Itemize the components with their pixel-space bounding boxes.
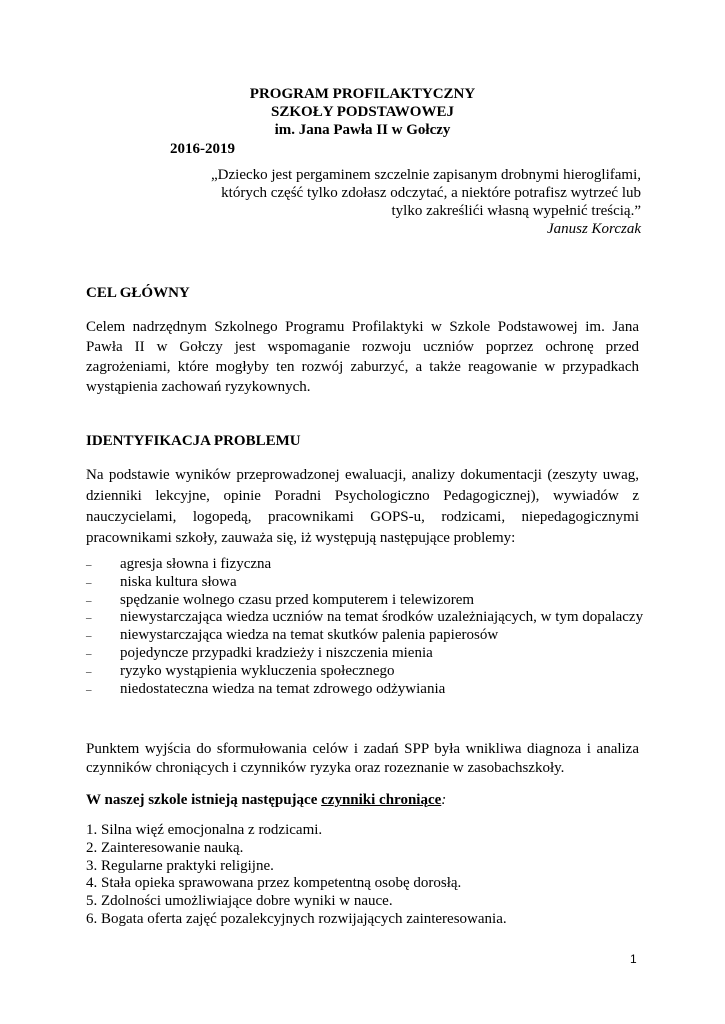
- list-item: – niedostateczna wiedza na temat zdrowego odżywiania: [86, 680, 446, 697]
- page-number: 1: [630, 952, 637, 966]
- title-line-2: SZKOŁY PODSTAWOWEJ: [271, 104, 454, 120]
- title-line-3: im. Jana Pawła II w Gołczy: [274, 122, 451, 138]
- list-item: 1. Silna więź emocjonalna z rodzicami.: [86, 822, 323, 838]
- motto-author: Janusz Korczak: [546, 221, 641, 237]
- list-item: 3. Regularne praktyki religijne.: [86, 857, 274, 874]
- punkt-paragraph: Punktem wyjścia do sformułowania celów i zadań SPP była wnikliwa diagnoza i analiza czynników chroniących i czynników ryzyka oraz rozeznanie w zasobachszkoły.: [86, 741, 639, 776]
- title-line-1: PROGRAM PROFILAKTYCZNY: [249, 86, 476, 102]
- list-item: – niska kultura słowa: [86, 573, 237, 590]
- list-item: 5. Zdolności umożliwiające dobre wyniki w nauce.: [86, 893, 393, 910]
- list-item: – spędzanie wolnego czasu przed komputerem i telewizorem: [86, 591, 475, 608]
- list-item: 2. Zainteresowanie nauką.: [86, 839, 244, 856]
- protective-factors-list: [86, 822, 507, 929]
- list-item: 4. Stała opieka sprawowana przez kompetentną osobę dorosłą.: [86, 875, 462, 892]
- list-item: 6. Bogata oferta zajęć pozalekcyjnych rozwijających zainteresowania.: [86, 910, 507, 927]
- chroniace-heading: W naszej szkole istnieją następujące czynniki chroniące:: [86, 792, 447, 808]
- list-item: – niewystarczająca wiedza na temat skutków palenia papierosów: [86, 627, 499, 644]
- cel-paragraph: Celem nadrzędnym Szkolnego Programu Profilaktyki w Szkole Podstawowej im. Jana Pawła II w Gołczy jest wspomaganie rozwoju uczniów poprzez ochronę przed zagrożeniami, które mogłyby ten rozwój zaburzyć, a także reagowanie w przypadkach wystąpienia zachowań ryzykownych.: [86, 319, 639, 395]
- program-years: 2016-2019: [170, 141, 235, 157]
- chroniace-keyword: czynniki chroniące: [321, 792, 442, 808]
- identyfikacja-paragraph: Na podstawie wyników przeprowadzonej ewaluacji, analizy dokumentacji (zeszyty uwag, dzienniki lekcyjne, opinie Poradni Psychologiczno Pedagogicznej), wywiadów z nauczycielami, logopedą, pracownikami GOPS-u, rodzicami, niepedagogicznymi pracownikami szkoły, zauważa się, iż występują następujące problemy:: [86, 467, 639, 546]
- motto-line-1: „Dziecko jest pergaminem szczelnie zapisanym drobnymi hieroglifami,: [211, 167, 641, 183]
- list-item: – pojedyncze przypadki kradzieży i niszczenia mienia: [86, 644, 433, 661]
- motto-line-3: tylko zakreślići własną wypełnić treścią.”: [391, 203, 641, 219]
- list-item: – ryzyko wystąpienia wykluczenia społecznego: [86, 662, 395, 679]
- problems-list: [86, 556, 643, 698]
- list-item: – niewystarczająca wiedza uczniów na temat środków uzależniających, w tym dopalaczy: [86, 609, 644, 626]
- section-heading-cel: CEL GŁÓWNY: [86, 285, 190, 301]
- motto-line-2: których część tylko zdołasz odczytać, a niektóre potrafisz wytrzeć lub: [221, 185, 641, 201]
- section-heading-identyfikacja: IDENTYFIKACJA PROBLEMU: [86, 433, 301, 449]
- list-item: – agresja słowna i fizyczna: [86, 556, 272, 572]
